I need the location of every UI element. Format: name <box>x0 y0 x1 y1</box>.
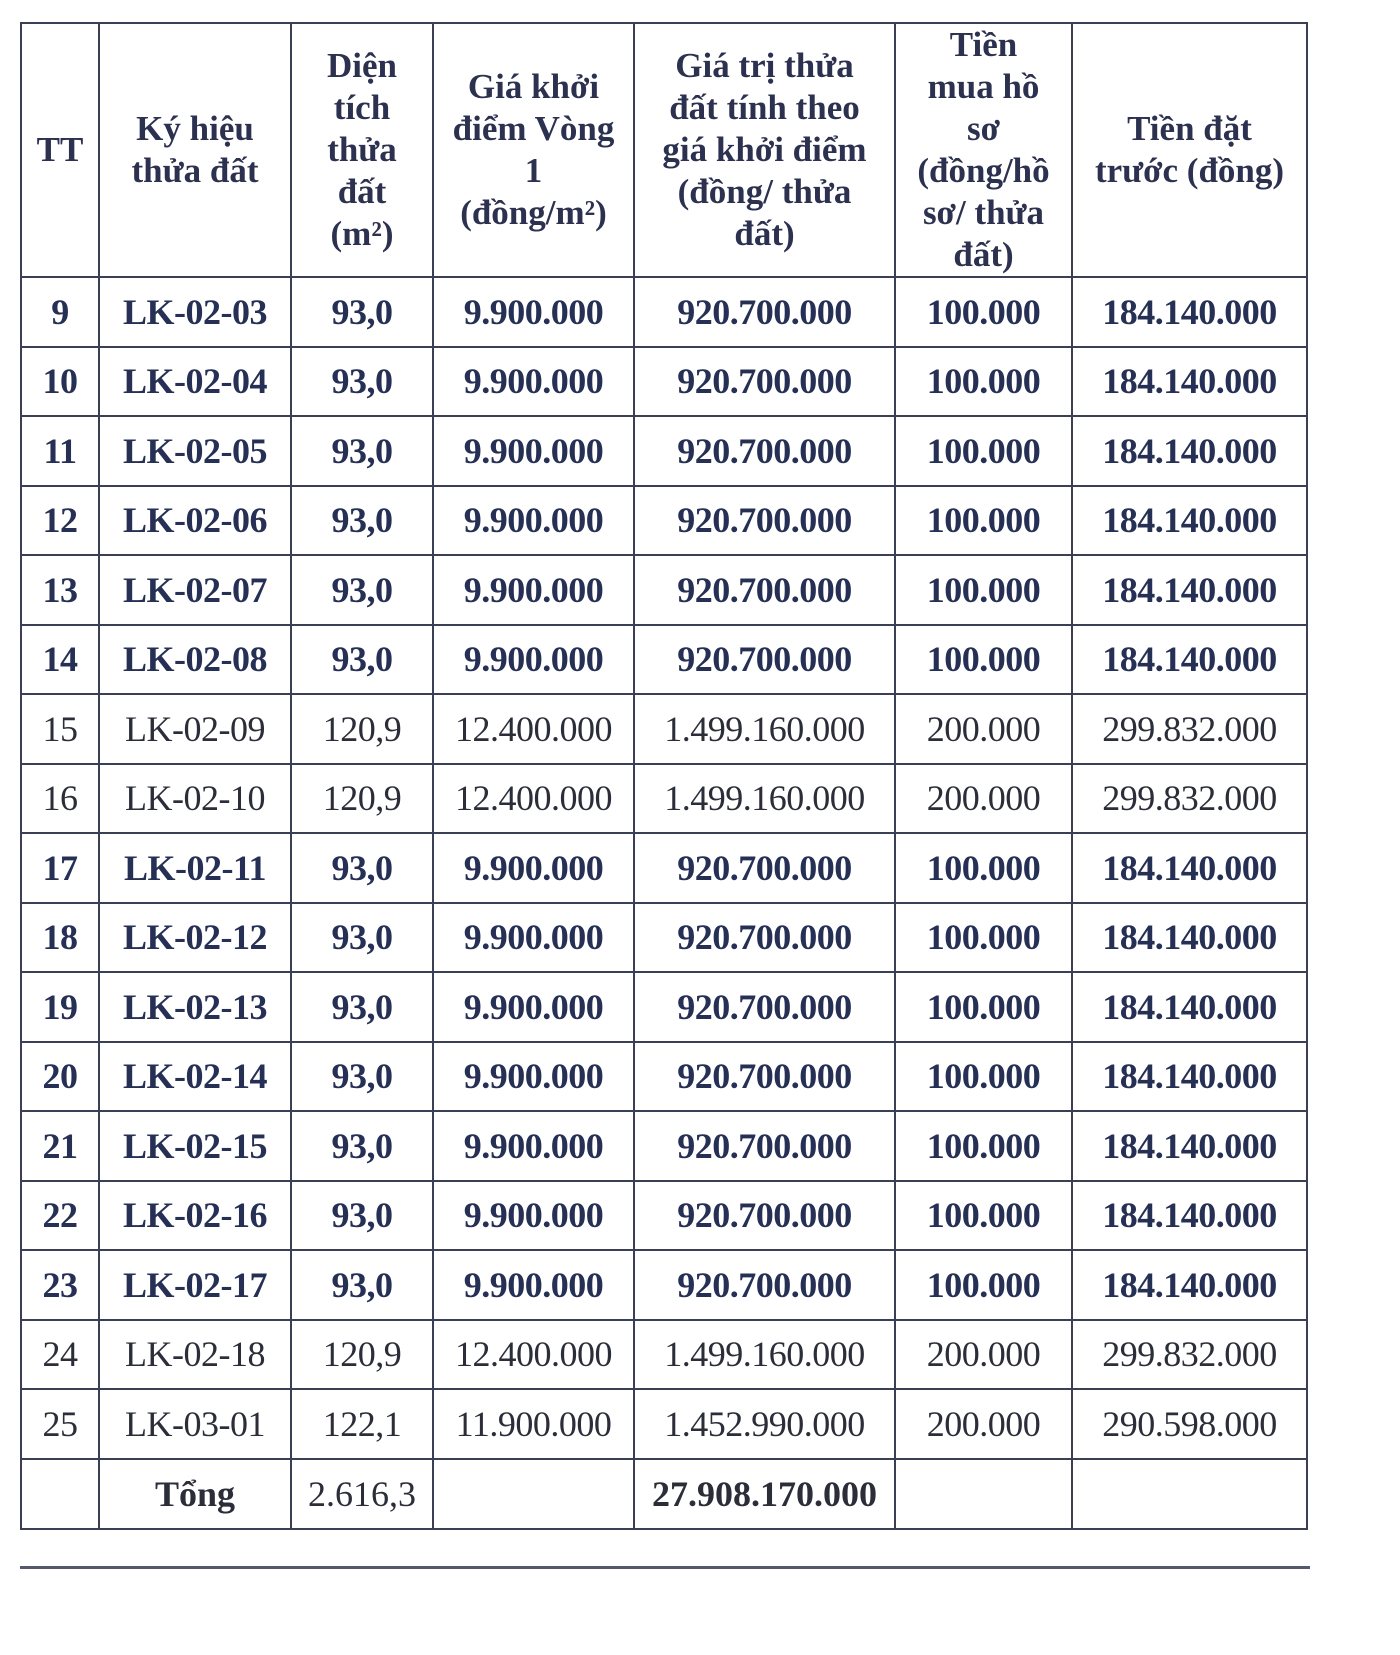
cell-ky-hieu: LK-02-15 <box>99 1111 291 1181</box>
cell-tien-ho-so: 100.000 <box>895 903 1072 973</box>
cell-ky-hieu: LK-02-17 <box>99 1250 291 1320</box>
cell-tien-ho-so: 100.000 <box>895 347 1072 417</box>
cell-tien-dat-truoc: 184.140.000 <box>1072 972 1307 1042</box>
header-line: đất) <box>734 214 795 253</box>
cell-ky-hieu: LK-02-03 <box>99 277 291 347</box>
cell-ky-hieu: LK-02-05 <box>99 416 291 486</box>
cell-gia-tri: 920.700.000 <box>634 555 895 625</box>
header-gia-khoi-diem <box>433 23 634 277</box>
cell-gia-tri: 1.452.990.000 <box>634 1389 895 1459</box>
cell-dien-tich: 93,0 <box>291 1111 433 1181</box>
header-line: Diện <box>327 46 397 85</box>
header-line: sơ <box>966 109 1000 148</box>
table-row <box>21 903 1307 973</box>
cell-ky-hieu: LK-02-14 <box>99 1042 291 1112</box>
total-tien-dat-truoc-empty <box>1072 1459 1307 1529</box>
cell-tien-dat-truoc: 184.140.000 <box>1072 1250 1307 1320</box>
header-tien-ho-so <box>895 23 1072 277</box>
header-line: Tiền <box>949 25 1018 64</box>
cell-dien-tich: 93,0 <box>291 486 433 556</box>
cell-dien-tich: 93,0 <box>291 972 433 1042</box>
cell-dien-tich: 93,0 <box>291 1181 433 1251</box>
header-line: đất) <box>953 235 1014 274</box>
cell-tt: 14 <box>21 625 99 695</box>
table-row <box>21 833 1307 903</box>
cell-gia-khoi-diem: 9.900.000 <box>433 555 634 625</box>
cell-tt: 12 <box>21 486 99 556</box>
table-body <box>21 277 1307 1459</box>
cell-gia-khoi-diem: 12.400.000 <box>433 764 634 834</box>
header-line: mua hồ <box>927 67 1040 106</box>
cell-tien-dat-truoc: 184.140.000 <box>1072 277 1307 347</box>
cell-tt: 19 <box>21 972 99 1042</box>
header-line: giá khởi điểm <box>662 130 867 169</box>
header-line: 1 <box>524 151 543 190</box>
cell-gia-khoi-diem: 9.900.000 <box>433 416 634 486</box>
cell-ky-hieu: LK-02-06 <box>99 486 291 556</box>
cell-gia-khoi-diem: 9.900.000 <box>433 1111 634 1181</box>
cell-gia-khoi-diem: 9.900.000 <box>433 1250 634 1320</box>
cell-tien-dat-truoc: 184.140.000 <box>1072 416 1307 486</box>
table-row <box>21 625 1307 695</box>
table-row <box>21 347 1307 417</box>
land-auction-table <box>20 22 1308 1530</box>
cell-gia-tri: 920.700.000 <box>634 1042 895 1112</box>
cell-tien-dat-truoc: 299.832.000 <box>1072 694 1307 764</box>
table-row <box>21 1042 1307 1112</box>
table-header-row <box>21 23 1307 277</box>
header-line: Ký hiệu <box>136 109 254 148</box>
cell-ky-hieu: LK-03-01 <box>99 1389 291 1459</box>
header-tien-dat-truoc <box>1072 23 1307 277</box>
cell-gia-tri: 920.700.000 <box>634 625 895 695</box>
cell-gia-khoi-diem: 9.900.000 <box>433 833 634 903</box>
cell-tt: 20 <box>21 1042 99 1112</box>
cell-gia-khoi-diem: 11.900.000 <box>433 1389 634 1459</box>
cell-ky-hieu: LK-02-11 <box>99 833 291 903</box>
cell-tt: 18 <box>21 903 99 973</box>
cell-tien-ho-so: 100.000 <box>895 833 1072 903</box>
cell-tien-ho-so: 100.000 <box>895 416 1072 486</box>
cell-tien-ho-so: 100.000 <box>895 486 1072 556</box>
table-row <box>21 1111 1307 1181</box>
header-line: đất <box>337 172 387 211</box>
header-line: điểm Vòng <box>452 109 615 148</box>
cell-dien-tich: 93,0 <box>291 1250 433 1320</box>
header-line: sơ/ thửa <box>922 193 1045 232</box>
total-tt-empty <box>21 1459 99 1529</box>
cell-tien-ho-so: 100.000 <box>895 1111 1072 1181</box>
cell-tien-ho-so: 200.000 <box>895 694 1072 764</box>
cell-dien-tich: 93,0 <box>291 277 433 347</box>
cell-gia-khoi-diem: 9.900.000 <box>433 347 634 417</box>
cell-gia-tri: 920.700.000 <box>634 833 895 903</box>
total-label: Tổng <box>99 1459 291 1529</box>
cell-tien-dat-truoc: 184.140.000 <box>1072 833 1307 903</box>
cell-dien-tich: 93,0 <box>291 625 433 695</box>
cell-tt: 24 <box>21 1320 99 1390</box>
header-line: (đồng/m²) <box>460 193 607 232</box>
land-auction-table-container <box>20 22 1308 1530</box>
cell-ky-hieu: LK-02-10 <box>99 764 291 834</box>
table-bottom-border <box>20 1566 1310 1569</box>
cell-tt: 9 <box>21 277 99 347</box>
table-row <box>21 694 1307 764</box>
header-line: TT <box>36 130 84 169</box>
cell-ky-hieu: LK-02-08 <box>99 625 291 695</box>
table-row <box>21 1320 1307 1390</box>
header-ky-hieu <box>99 23 291 277</box>
cell-dien-tich: 120,9 <box>291 1320 433 1390</box>
cell-tien-ho-so: 100.000 <box>895 1250 1072 1320</box>
cell-tt: 23 <box>21 1250 99 1320</box>
cell-tien-ho-so: 200.000 <box>895 764 1072 834</box>
cell-tien-dat-truoc: 184.140.000 <box>1072 625 1307 695</box>
cell-gia-tri: 1.499.160.000 <box>634 1320 895 1390</box>
cell-gia-tri: 920.700.000 <box>634 1250 895 1320</box>
total-gia-tri: 27.908.170.000 <box>634 1459 895 1529</box>
cell-tt: 22 <box>21 1181 99 1251</box>
cell-tien-ho-so: 200.000 <box>895 1389 1072 1459</box>
cell-ky-hieu: LK-02-09 <box>99 694 291 764</box>
cell-tien-ho-so: 100.000 <box>895 972 1072 1042</box>
cell-dien-tich: 93,0 <box>291 833 433 903</box>
cell-gia-tri: 1.499.160.000 <box>634 764 895 834</box>
cell-dien-tich: 93,0 <box>291 903 433 973</box>
cell-ky-hieu: LK-02-04 <box>99 347 291 417</box>
cell-dien-tich: 93,0 <box>291 416 433 486</box>
header-line: Giá trị thửa <box>675 46 854 85</box>
cell-gia-khoi-diem: 9.900.000 <box>433 277 634 347</box>
cell-gia-tri: 920.700.000 <box>634 1181 895 1251</box>
cell-gia-khoi-diem: 9.900.000 <box>433 1181 634 1251</box>
cell-tt: 16 <box>21 764 99 834</box>
table-row <box>21 764 1307 834</box>
cell-tt: 15 <box>21 694 99 764</box>
table-row <box>21 555 1307 625</box>
cell-tien-ho-so: 100.000 <box>895 625 1072 695</box>
cell-tien-ho-so: 100.000 <box>895 1181 1072 1251</box>
cell-gia-khoi-diem: 9.900.000 <box>433 486 634 556</box>
cell-tien-dat-truoc: 184.140.000 <box>1072 903 1307 973</box>
header-line: (đồng/hồ <box>917 151 1050 190</box>
cell-tt: 13 <box>21 555 99 625</box>
cell-gia-khoi-diem: 9.900.000 <box>433 1042 634 1112</box>
cell-dien-tich: 93,0 <box>291 347 433 417</box>
cell-tt: 21 <box>21 1111 99 1181</box>
cell-tien-dat-truoc: 299.832.000 <box>1072 1320 1307 1390</box>
cell-gia-tri: 920.700.000 <box>634 972 895 1042</box>
cell-tien-dat-truoc: 184.140.000 <box>1072 347 1307 417</box>
table-row <box>21 277 1307 347</box>
table-row <box>21 486 1307 556</box>
total-tien-ho-so-empty <box>895 1459 1072 1529</box>
cell-gia-tri: 920.700.000 <box>634 416 895 486</box>
total-gia-khoi-diem-empty <box>433 1459 634 1529</box>
header-line: thửa đất <box>131 151 259 190</box>
cell-gia-khoi-diem: 12.400.000 <box>433 694 634 764</box>
cell-dien-tich: 120,9 <box>291 764 433 834</box>
header-line: (đồng/ thửa <box>677 172 852 211</box>
cell-tt: 10 <box>21 347 99 417</box>
total-row <box>21 1459 1307 1529</box>
cell-gia-tri: 920.700.000 <box>634 1111 895 1181</box>
header-line: (m²) <box>330 214 394 253</box>
total-dien-tich: 2.616,3 <box>291 1459 433 1529</box>
cell-dien-tich: 93,0 <box>291 1042 433 1112</box>
cell-gia-tri: 1.499.160.000 <box>634 694 895 764</box>
header-tt <box>21 23 99 277</box>
cell-tien-dat-truoc: 184.140.000 <box>1072 1042 1307 1112</box>
header-line: Giá khởi <box>467 67 600 106</box>
cell-tien-dat-truoc: 184.140.000 <box>1072 555 1307 625</box>
cell-tt: 11 <box>21 416 99 486</box>
cell-tien-ho-so: 100.000 <box>895 1042 1072 1112</box>
cell-tt: 25 <box>21 1389 99 1459</box>
cell-ky-hieu: LK-02-12 <box>99 903 291 973</box>
cell-dien-tich: 93,0 <box>291 555 433 625</box>
cell-tien-ho-so: 200.000 <box>895 1320 1072 1390</box>
header-line: trước (đồng) <box>1094 151 1285 190</box>
cell-ky-hieu: LK-02-07 <box>99 555 291 625</box>
header-line: đất tính theo <box>669 88 860 127</box>
cell-tien-ho-so: 100.000 <box>895 555 1072 625</box>
header-line: tích <box>333 88 391 127</box>
header-line: Tiền đặt <box>1127 109 1252 148</box>
cell-tien-dat-truoc: 299.832.000 <box>1072 764 1307 834</box>
cell-ky-hieu: LK-02-16 <box>99 1181 291 1251</box>
cell-ky-hieu: LK-02-18 <box>99 1320 291 1390</box>
cell-dien-tich: 122,1 <box>291 1389 433 1459</box>
cell-tien-dat-truoc: 184.140.000 <box>1072 1111 1307 1181</box>
cell-gia-khoi-diem: 9.900.000 <box>433 972 634 1042</box>
cell-tien-dat-truoc: 290.598.000 <box>1072 1389 1307 1459</box>
cell-gia-tri: 920.700.000 <box>634 486 895 556</box>
table-row <box>21 1250 1307 1320</box>
cell-gia-khoi-diem: 9.900.000 <box>433 625 634 695</box>
header-dien-tich <box>291 23 433 277</box>
cell-tien-dat-truoc: 184.140.000 <box>1072 1181 1307 1251</box>
table-row <box>21 1181 1307 1251</box>
cell-gia-tri: 920.700.000 <box>634 347 895 417</box>
cell-gia-tri: 920.700.000 <box>634 903 895 973</box>
cell-gia-khoi-diem: 12.400.000 <box>433 1320 634 1390</box>
cell-tien-dat-truoc: 184.140.000 <box>1072 486 1307 556</box>
table-row <box>21 416 1307 486</box>
cell-tien-ho-so: 100.000 <box>895 277 1072 347</box>
cell-gia-tri: 920.700.000 <box>634 277 895 347</box>
cell-ky-hieu: LK-02-13 <box>99 972 291 1042</box>
table-row <box>21 1389 1307 1459</box>
cell-gia-khoi-diem: 9.900.000 <box>433 903 634 973</box>
cell-dien-tich: 120,9 <box>291 694 433 764</box>
table-row <box>21 972 1307 1042</box>
cell-tt: 17 <box>21 833 99 903</box>
header-gia-tri <box>634 23 895 277</box>
header-line: thửa <box>327 130 397 169</box>
